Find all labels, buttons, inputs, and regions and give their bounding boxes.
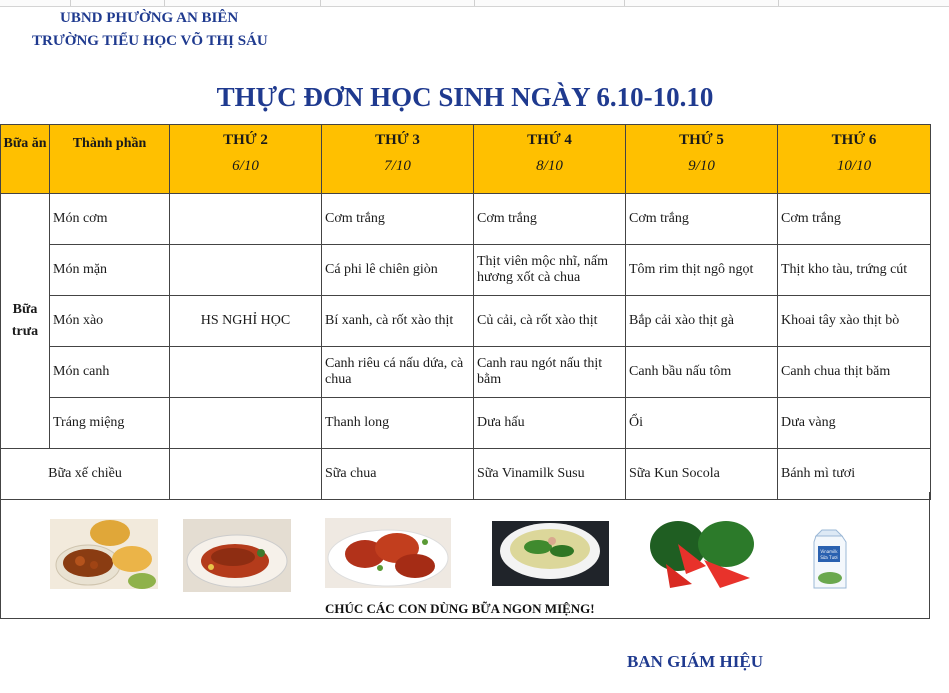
monday-off-note: HS NGHỈ HỌC <box>170 296 322 347</box>
milk-product-text: Sữa Tươi <box>820 555 838 560</box>
day-date: 9/10 <box>688 158 715 174</box>
category-cell: Món xào <box>50 296 170 347</box>
table-row <box>1 347 931 398</box>
header-row <box>1 125 931 194</box>
category-cell: Món mặn <box>50 245 170 296</box>
table-row <box>1 245 931 296</box>
meal-label-lunch: Bữa trưa <box>1 194 50 449</box>
day-date: 8/10 <box>536 158 563 174</box>
page-title: THỰC ĐƠN HỌC SINH NGÀY 6.10-10.10 <box>216 82 714 112</box>
menu-cell: Canh riêu cá nấu dứa, cà chua <box>322 347 474 398</box>
table-row <box>1 398 931 449</box>
menu-cell: Củ cải, cà rốt xào thịt <box>474 296 626 347</box>
category-cell: Món cơm <box>50 194 170 245</box>
photo-glazed-meat <box>325 518 451 588</box>
menu-cell <box>170 398 322 449</box>
snack-label: Bữa xế chiều <box>1 449 170 500</box>
day-date: 6/10 <box>232 158 259 174</box>
day-date: 7/10 <box>384 158 411 174</box>
signature-label: BAN GIÁM HIỆU <box>627 652 764 671</box>
day-name: THỨ 4 <box>527 132 572 148</box>
menu-cell: Tôm rim thịt ngô ngọt <box>626 245 778 296</box>
menu-cell: Ổi <box>626 398 778 449</box>
menu-cell: Canh rau ngót nấu thịt bằm <box>474 347 626 398</box>
table-row <box>1 194 931 245</box>
day-header <box>778 125 931 194</box>
menu-cell: Bánh mì tươi <box>778 449 931 500</box>
org-line-1: UBND PHƯỜNG AN BIÊN <box>60 10 239 26</box>
day-name: THỨ 6 <box>831 132 877 148</box>
photo-fried-fish <box>183 519 291 592</box>
menu-cell: Canh chua thịt băm <box>778 347 931 398</box>
menu-cell: Dưa vàng <box>778 398 931 449</box>
day-header <box>322 125 474 194</box>
menu-cell: Bí xanh, cà rốt xào thịt <box>322 296 474 347</box>
milk-brand-text: Vinamilk <box>820 549 838 554</box>
day-name: THỨ 3 <box>375 132 420 148</box>
day-header <box>626 125 778 194</box>
org-line-2: TRƯỜNG TIỂU HỌC VÕ THỊ SÁU <box>32 33 268 49</box>
menu-cell: Dưa hấu <box>474 398 626 449</box>
day-header <box>170 125 322 194</box>
menu-cell: Khoai tây xào thịt bò <box>778 296 931 347</box>
table-row <box>1 296 931 347</box>
menu-cell: Sữa Kun Socola <box>626 449 778 500</box>
day-name: THỨ 2 <box>223 132 268 148</box>
photo-watermelon <box>648 520 756 591</box>
menu-cell: Cơm trắng <box>778 194 931 245</box>
menu-table <box>0 124 931 500</box>
menu-cell <box>170 194 322 245</box>
col-header-component: Thành phần <box>50 125 170 194</box>
menu-cell: Sữa chua <box>322 449 474 500</box>
photo-vegetable-soup <box>492 521 609 586</box>
menu-cell: Bắp cải xào thịt gà <box>626 296 778 347</box>
menu-cell <box>170 245 322 296</box>
day-header <box>474 125 626 194</box>
menu-cell: Sữa Vinamilk Susu <box>474 449 626 500</box>
menu-cell <box>170 347 322 398</box>
category-cell: Món canh <box>50 347 170 398</box>
day-date: 10/10 <box>836 158 872 174</box>
col-header-meal: Bữa ăn <box>1 125 50 194</box>
day-name: THỨ 5 <box>679 132 724 148</box>
spreadsheet-header-strip <box>0 0 949 7</box>
photo-bread-stew <box>50 519 158 589</box>
category-cell: Tráng miệng <box>50 398 170 449</box>
menu-cell: Cơm trắng <box>322 194 474 245</box>
photo-milk-carton <box>810 528 848 590</box>
menu-cell: Thanh long <box>322 398 474 449</box>
menu-cell: Cơm trắng <box>626 194 778 245</box>
menu-cell: Canh bầu nấu tôm <box>626 347 778 398</box>
menu-cell: Cơm trắng <box>474 194 626 245</box>
menu-cell: Thịt kho tàu, trứng cút <box>778 245 931 296</box>
menu-cell: Thịt viên mộc nhĩ, nấm hương xốt cà chua <box>474 245 626 296</box>
greeting-text: CHÚC CÁC CON DÙNG BỮA NGON MIỆNG! <box>325 601 595 616</box>
menu-cell: Cá phi lê chiên giòn <box>322 245 474 296</box>
